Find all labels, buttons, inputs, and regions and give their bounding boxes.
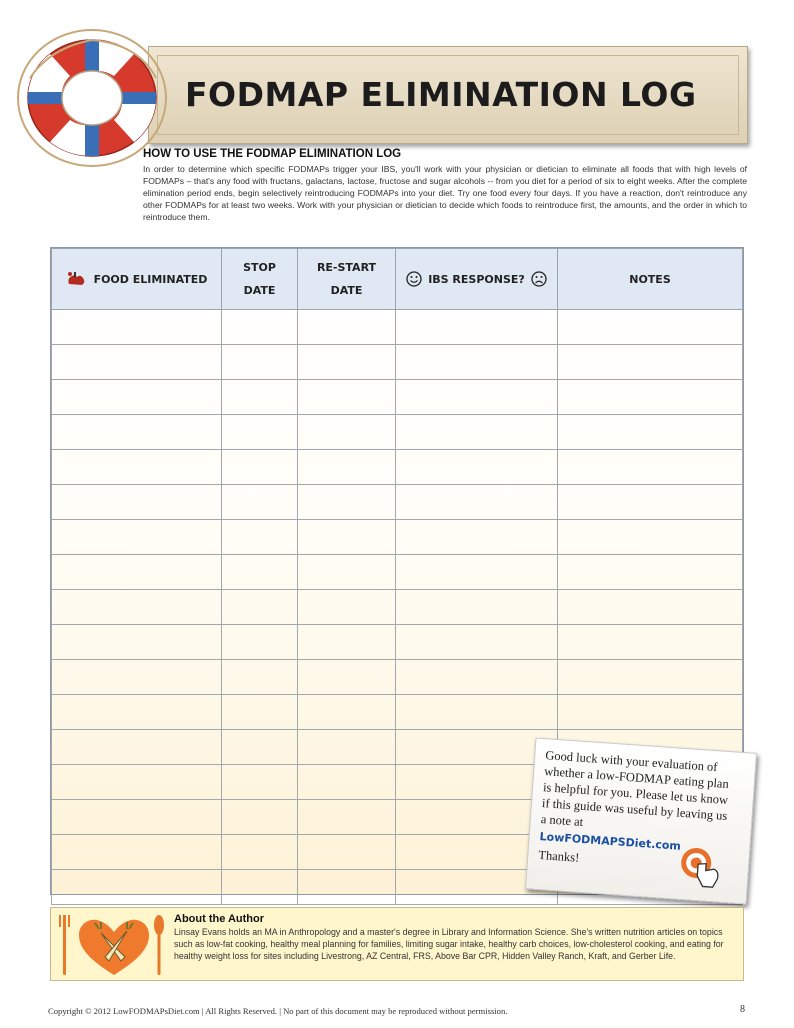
notes-cell[interactable] <box>558 555 743 590</box>
col-food-label: FOOD ELIMINATED <box>93 272 208 286</box>
ibs-response-cell[interactable] <box>396 310 558 345</box>
food-cell[interactable] <box>52 450 222 485</box>
food-cell[interactable] <box>52 660 222 695</box>
food-icon <box>66 270 88 288</box>
table-row <box>52 450 743 485</box>
stop-date-cell[interactable] <box>222 835 298 870</box>
ibs-response-cell[interactable] <box>396 555 558 590</box>
ibs-response-cell[interactable] <box>396 415 558 450</box>
table-row <box>52 380 743 415</box>
table-row <box>52 590 743 625</box>
click-target-icon[interactable] <box>677 845 730 890</box>
ibs-response-cell[interactable] <box>396 485 558 520</box>
stop-date-cell[interactable] <box>222 555 298 590</box>
notes-cell[interactable] <box>558 625 743 660</box>
header-banner <box>148 46 748 144</box>
ibs-response-cell[interactable] <box>396 625 558 660</box>
stop-date-cell[interactable] <box>222 485 298 520</box>
notes-cell[interactable] <box>558 695 743 730</box>
restart-date-cell[interactable] <box>298 310 396 345</box>
notes-cell[interactable] <box>558 450 743 485</box>
stop-date-cell[interactable] <box>222 590 298 625</box>
stop-date-cell[interactable] <box>222 660 298 695</box>
website-link[interactable]: LowFODMAPSDiet.com <box>539 829 682 853</box>
stop-date-cell[interactable] <box>222 870 298 905</box>
notes-cell[interactable] <box>558 415 743 450</box>
table-row <box>52 345 743 380</box>
table-row <box>52 555 743 590</box>
ibs-response-cell[interactable] <box>396 345 558 380</box>
food-cell[interactable] <box>52 695 222 730</box>
page-number: 8 <box>740 1004 745 1015</box>
ibs-response-cell[interactable] <box>396 520 558 555</box>
stop-date-cell[interactable] <box>222 625 298 660</box>
col-stop-date <box>222 249 298 310</box>
stop-date-cell[interactable] <box>222 800 298 835</box>
howto-heading: HOW TO USE THE FODMAP ELIMINATION LOG <box>143 148 402 160</box>
notes-cell[interactable] <box>558 310 743 345</box>
stop-date-cell[interactable] <box>222 415 298 450</box>
restart-date-cell[interactable] <box>298 415 396 450</box>
table-row <box>52 415 743 450</box>
food-cell[interactable] <box>52 765 222 800</box>
table-row <box>52 695 743 730</box>
ibs-response-cell[interactable] <box>396 590 558 625</box>
stop-date-cell[interactable] <box>222 695 298 730</box>
frown-icon <box>531 271 547 287</box>
ibs-response-cell[interactable] <box>396 660 558 695</box>
notes-cell[interactable] <box>558 590 743 625</box>
table-row <box>52 310 743 345</box>
stop-date-cell[interactable] <box>222 345 298 380</box>
restart-date-cell[interactable] <box>298 660 396 695</box>
col-food-eliminated <box>52 249 222 310</box>
food-cell[interactable] <box>52 380 222 415</box>
notes-cell[interactable] <box>558 345 743 380</box>
note-message: Good luck with your evaluation of whether a low-FODMAP eating plan is helpful for you. Please let us know if this guide was useful by leaving us a note at <box>540 748 730 829</box>
table-row <box>52 520 743 555</box>
table-row <box>52 625 743 660</box>
restart-date-cell[interactable] <box>298 695 396 730</box>
stop-date-cell[interactable] <box>222 310 298 345</box>
notes-cell[interactable] <box>558 520 743 555</box>
restart-date-cell[interactable] <box>298 555 396 590</box>
restart-date-cell[interactable] <box>298 765 396 800</box>
food-cell[interactable] <box>52 415 222 450</box>
food-cell[interactable] <box>52 485 222 520</box>
food-cell[interactable] <box>52 800 222 835</box>
food-cell[interactable] <box>52 310 222 345</box>
heart-carrot-icon <box>55 911 173 979</box>
ibs-response-cell[interactable] <box>396 695 558 730</box>
restart-date-cell[interactable] <box>298 625 396 660</box>
col-notes <box>558 249 743 310</box>
ibs-response-cell[interactable] <box>396 450 558 485</box>
page-title: FODMAP ELIMINATION LOG <box>185 75 697 114</box>
col-notes-label: NOTES <box>629 272 671 286</box>
food-cell[interactable] <box>52 835 222 870</box>
copyright-footer: Copyright © 2012 LowFODMAPsDiet.com | All Rights Reserved. | No part of this document may be reproduced without permission. <box>48 1006 508 1016</box>
food-cell[interactable] <box>52 555 222 590</box>
restart-date-cell[interactable] <box>298 730 396 765</box>
food-cell[interactable] <box>52 870 222 905</box>
col-restart-line1: RE-START <box>316 261 377 274</box>
howto-paragraph: In order to determine which specific FODMAPs trigger your IBS, you'll work with your physician or dietician to eliminate all foods that with high levels of FODMAPs – that's any food with fructans, galactans, lactose, fructose and sugar alcohols -- from you diet for a period of six to eight weeks. After the complete elimination period ends, begin selectively reintroducing FODMAPs into your diet. Try one food every four days. If you have a reaction, don't reintroduce any other FODMAPs for at least two weeks. Work with your physician or dietician to decide which foods to reintroduce first, the amounts, and the order in which to reintroduce them. <box>143 164 747 222</box>
col-ibs-response <box>396 249 558 310</box>
ibs-response-cell[interactable] <box>396 380 558 415</box>
stop-date-cell[interactable] <box>222 730 298 765</box>
col-restart-line2: DATE <box>330 284 363 297</box>
stop-date-cell[interactable] <box>222 380 298 415</box>
restart-date-cell[interactable] <box>298 485 396 520</box>
note-card <box>525 737 757 904</box>
restart-date-cell[interactable] <box>298 835 396 870</box>
about-heading: About the Author <box>174 913 265 925</box>
smiley-icon <box>406 271 422 287</box>
restart-date-cell[interactable] <box>298 800 396 835</box>
restart-date-cell[interactable] <box>298 590 396 625</box>
table-row <box>52 660 743 695</box>
food-cell[interactable] <box>52 730 222 765</box>
notes-cell[interactable] <box>558 380 743 415</box>
col-stop-line2: DATE <box>243 284 276 297</box>
stop-date-cell[interactable] <box>222 765 298 800</box>
about-author-box <box>50 907 744 981</box>
restart-date-cell[interactable] <box>298 870 396 905</box>
table-header-row <box>52 249 743 310</box>
col-restart-date <box>298 249 396 310</box>
restart-date-cell[interactable] <box>298 520 396 555</box>
about-paragraph: Linsay Evans holds an MA in Anthropology and a master's degree in Library and Information Science. She's written nutrition articles on topics such as low-fat cooking, healthy meal planning for families, limiting sugar intake, healthy carb choices, low-cholesterol cooking, and eating for healthy weight loss for sites including Livestrong, AZ Central, FRS, Above Bar CPR, Hidden Valley Ranch, Kraft, and Gerber Life. <box>174 927 724 961</box>
restart-date-cell[interactable] <box>298 380 396 415</box>
col-stop-line1: STOP <box>243 261 276 274</box>
col-ibs-label: IBS RESPONSE? <box>428 272 525 286</box>
note-thanks: Thanks! <box>537 847 580 865</box>
stop-date-cell[interactable] <box>222 520 298 555</box>
food-cell[interactable] <box>52 590 222 625</box>
food-cell[interactable] <box>52 520 222 555</box>
life-ring-icon <box>10 18 168 168</box>
stop-date-cell[interactable] <box>222 450 298 485</box>
food-cell[interactable] <box>52 625 222 660</box>
notes-cell[interactable] <box>558 485 743 520</box>
food-cell[interactable] <box>52 345 222 380</box>
table-row <box>52 485 743 520</box>
restart-date-cell[interactable] <box>298 450 396 485</box>
notes-cell[interactable] <box>558 660 743 695</box>
restart-date-cell[interactable] <box>298 345 396 380</box>
